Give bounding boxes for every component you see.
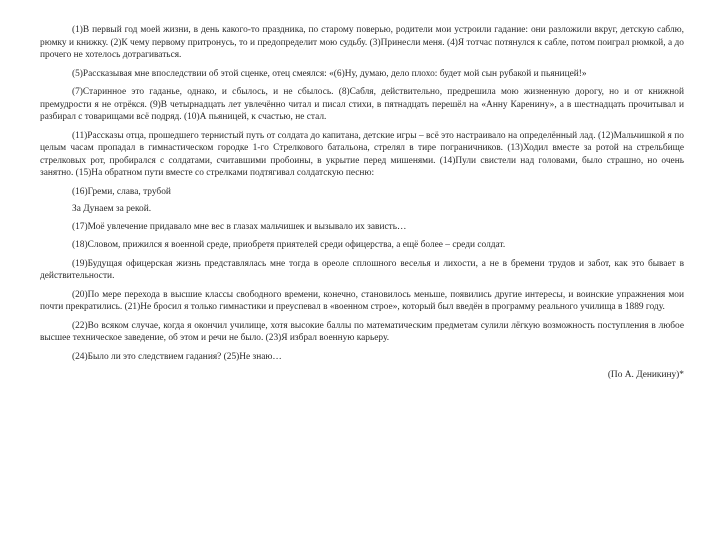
paragraph-8: (20)По мере перехода в высшие классы свободного времени, конечно, становилось меньше, появились другие интересы, и воинские упражнения мои почти прекратились. (21)Не бросил я только гимнастики и преуспевал в «военном строе», который был введён в программу реального училища в 1889 году. [40,289,684,312]
paragraph-2: (5)Рассказывая мне впоследствии об этой сценке, отец смеялся: «(6)Ну, думаю, дело плохо: будет мой сын рубакой и пьяницей!» [72,68,587,79]
paragraph-3: (7)Старинное это гаданье, однако, и сбылось, и не сбылось. (8)Сабля, действительно, предрешила мою жизненную дорогу, но и от книжной премудрости я не отрёкся. (9)В четырнадцать лет увлечённо читал и писал стихи, в пятнадцать перешёл на «Анну Каренину», а в шестнадцать прочитывал и разбирал с товарищами всё подряд. (10)А пьяницей, к счастью, не стал. [40,87,684,122]
paragraph-9: (22)Во всяком случае, когда я окончил училище, хотя высокие баллы по математическим предметам сулили лёгкую возможность поступления в любое высшее техническое заведение, об этом и речи не было. (23)Я избрал военную карьеру. [40,320,684,343]
paragraph-10: (24)Было ли это следствием гадания? (25)Не знаю… [72,351,282,362]
paragraph-5: (17)Моё увлечение придавало мне вес в глазах мальчишек и вызывало их зависть… [72,221,407,232]
paragraph-4: (11)Рассказы отца, прошедшего тернистый путь от солдата до капитана, детские игры – всё это настраивало на определённый лад. (12)Мальчишкой я по целым часам пропадал в гимнастическом городке 1-го Стрелкового батальона, стрелял в тире пограничников. (13)Ходил вместе за ротой на стрельбище стрелковых рот, пробирался с солдатами, считавшими пробоины, в укрытие перед мишенями. (14)Пули свистели над головами, было страшно, но очень занятно. (15)На обратном пути вместе со стрелками подтягивал солдатскую песню: [40,130,684,178]
paragraph-7: (19)Будущая офицерская жизнь представлялась мне тогда в ореоле сплошного веселья и лихости, а не в бремени трудов и забот, как это бывает в действительности. [40,258,684,281]
song-line-1: (16)Греми, слава, трубой [72,186,171,197]
paragraph-6: (18)Словом, прижился я военной среде, приобретя приятелей среди офицерства, а ещё более – среди солдат. [72,240,506,250]
paragraph-1: (1)В первый год моей жизни, в день какого-то праздника, по старому поверью, родители мои устроили гадание: они разложили вкруг, детскую саблю, рюмку и книжку. (2)К чему первому притронусь, то и предопределит мою судьбу. (3)Принесли меня. (4)Я тотчас потянулся к сабле, потом поиграл рюмкой, а до прочего не хотелось дотрагиваться. [40,25,684,60]
author-attribution: (По А. Деникину)* [607,370,684,380]
song-line-2: За Дунаем за рекой. [72,204,152,214]
